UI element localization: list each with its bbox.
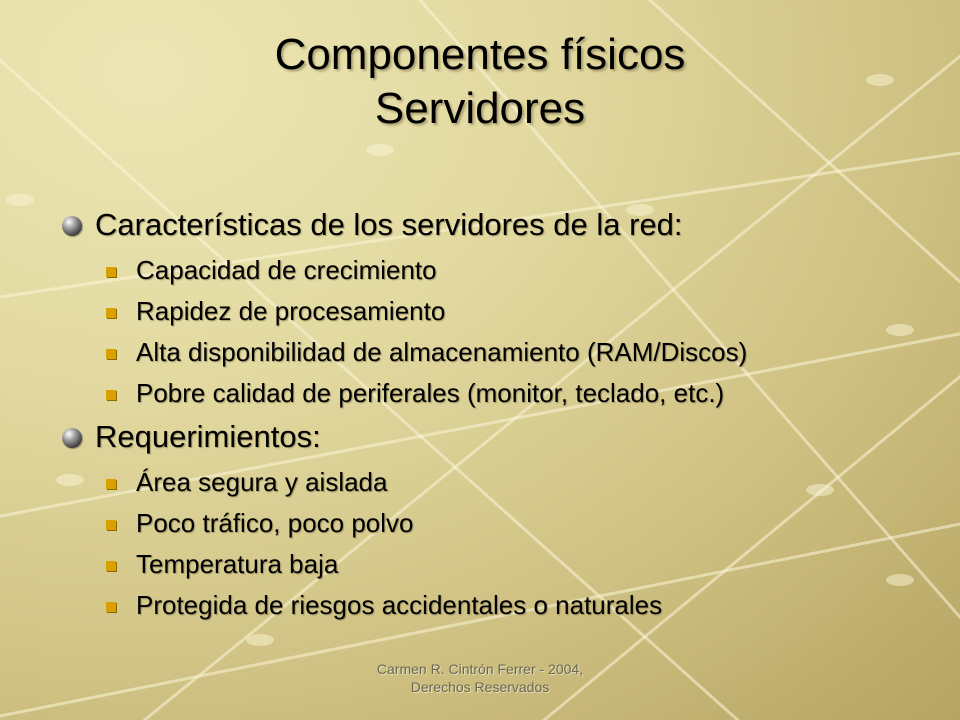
list-item xyxy=(106,376,942,410)
square-bullet-icon xyxy=(106,602,116,612)
list-item xyxy=(106,506,942,540)
title-line-1: Componentes físicos xyxy=(274,30,686,79)
square-bullet-icon xyxy=(106,390,116,400)
sphere-bullet-icon xyxy=(62,216,82,236)
list-item xyxy=(106,588,942,622)
list-item-text: Poco tráfico, poco polvo xyxy=(136,508,414,538)
square-bullet-icon xyxy=(106,479,116,489)
footer-line-2: Derechos Reservados xyxy=(410,679,550,695)
list-item-text: Alta disponibilidad de almacenamiento (RAM/Discos) xyxy=(136,337,748,367)
list-item xyxy=(106,294,942,328)
slide-title xyxy=(0,28,960,136)
list-item xyxy=(106,253,942,287)
list-item xyxy=(106,547,942,581)
slide-footer xyxy=(0,660,960,696)
title-line-2: Servidores xyxy=(374,84,586,133)
footer-line-1: Carmen R. Cintrón Ferrer - 2004, xyxy=(376,661,584,677)
sphere-bullet-icon xyxy=(62,428,82,448)
square-bullet-icon xyxy=(106,561,116,571)
list-item-text: Área segura y aislada xyxy=(136,467,388,497)
list-item xyxy=(106,335,942,369)
slide-content xyxy=(62,205,942,629)
square-bullet-icon xyxy=(106,520,116,530)
square-bullet-icon xyxy=(106,267,116,277)
section-heading-text: Características de los servidores de la red: xyxy=(95,207,683,242)
list-item-text: Protegida de riesgos accidentales o naturales xyxy=(136,590,663,620)
list-item-text: Temperatura baja xyxy=(136,549,339,579)
square-bullet-icon xyxy=(106,308,116,318)
square-bullet-icon xyxy=(106,349,116,359)
section-heading-requirements xyxy=(62,417,942,457)
list-item-text: Capacidad de crecimiento xyxy=(136,255,437,285)
list-item-text: Pobre calidad de periferales (monitor, teclado, etc.) xyxy=(136,378,725,408)
section-heading-text: Requerimientos: xyxy=(95,419,321,454)
list-item-text: Rapidez de procesamiento xyxy=(136,296,446,326)
list-item xyxy=(106,465,942,499)
section-heading-characteristics xyxy=(62,205,942,245)
